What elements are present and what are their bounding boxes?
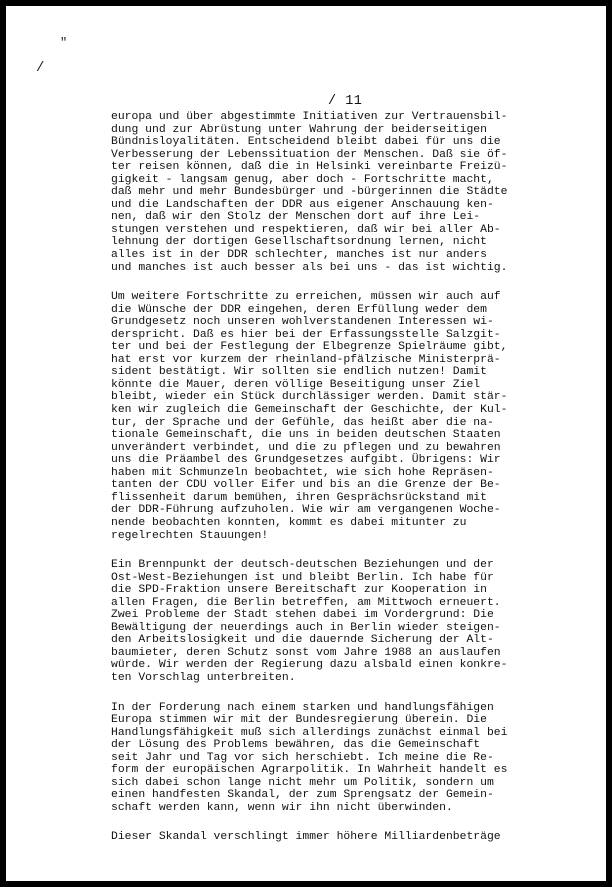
text-line: Ost-West-Beziehungen ist und bleibt Berlin. Ich habe für <box>111 571 494 584</box>
text-line: daß mehr und mehr Bundesbürger und -bürgerinnen die Städte <box>111 186 508 199</box>
text-line: Grundgesetz noch unseren wohlverstandenen Interessen wi- <box>111 316 494 329</box>
body-text <box>111 111 551 844</box>
text-line: könnte die Mauer, deren völlige Beseitigung unser Ziel <box>111 378 481 391</box>
text-line: Zwei Probleme der Stadt stehen dabei im Vordergrund: Die <box>111 609 494 622</box>
text-line: der Lösung des Problems bewähren, das die Gemeinschaft <box>111 739 481 752</box>
text-line: Verbesserung der Lebenssituation der Menschen. Daß sie öf- <box>111 148 508 161</box>
paragraph <box>111 111 551 274</box>
text-line: nende beobachten konnten, kommt es dabei mitunter zu <box>111 516 467 529</box>
text-line: europa und über abgestimmte Initiativen zur Vertrauensbil- <box>111 111 508 123</box>
text-line: sident bestätigt. Wir sollten sie endlich nutzen! Damit <box>111 366 487 379</box>
text-line: Bewältigung der neuerdings auch in Berlin wieder steigen- <box>111 621 501 634</box>
text-line: haben mit Schmunzeln beobachtet, wie sich hohe Repräsen- <box>111 466 494 479</box>
scan-mark: / <box>36 60 45 76</box>
text-line: Bündnisloyalitäten. Entscheidend bleibt dabei für uns die <box>111 136 501 149</box>
text-line: uns die Präambel des Grundgesetzes aufgibt. Übrigens: Wir <box>111 454 501 467</box>
text-line: hat erst vor kurzem der rheinland-pfälzische Ministerprä- <box>111 353 501 366</box>
text-line: allen Fragen, die Berlin betreffen, am Mittwoch erneuert. <box>111 596 501 609</box>
text-line: einen handfesten Skandal, der zum Sprengsatz der Gemein- <box>111 789 494 802</box>
text-line: und manches ist auch besser als bei uns - das ist wichtig. <box>111 261 508 274</box>
text-line: ten Vorschlag unterbreiten. <box>111 671 296 684</box>
text-line: tanten der CDU voller Eifer und bis an die Grenze der Be- <box>111 479 501 492</box>
text-line: Dieser Skandal verschlingt immer höhere Milliardenbeträge <box>111 831 501 844</box>
text-line: die SPD-Fraktion unsere Bereitschaft zur Kooperation in <box>111 584 487 597</box>
text-line: ter und bei der Festlegung der Elbegrenze Spielräume gibt, <box>111 341 508 354</box>
text-line: dung und zur Abrüstung unter Wahrung der beiderseitigen <box>111 123 487 136</box>
text-line: regelrechten Stauungen! <box>111 529 269 542</box>
scan-mark: " <box>60 36 68 50</box>
text-line: tur, der Sprache und der Gefühle, das heißt aber die na- <box>111 416 494 429</box>
text-line: unverändert verbindet, und die zu pflegen und zu bewahren <box>111 441 501 454</box>
text-line: bleibt, wieder ein Stück durchlässiger werden. Damit stär- <box>111 391 508 404</box>
text-line: In der Forderung nach einem starken und handlungsfähigen <box>111 701 494 714</box>
text-line: seit Jahr und Tag vor sich herschiebt. Ich meine die Re- <box>111 751 494 764</box>
text-line: schaft werden kann, wenn wir ihn nicht überwinden. <box>111 801 453 814</box>
text-line: Um weitere Fortschritte zu erreichen, müssen wir auch auf <box>111 291 501 304</box>
text-line: tionale Gemeinschaft, die uns in beiden deutschen Staaten <box>111 429 501 442</box>
text-line: den Arbeitslosigkeit und die dauernde Sicherung der Alt- <box>111 634 494 647</box>
text-line: alles ist in der DDR schlechter, manches ist nur anders <box>111 249 487 262</box>
paragraph <box>111 291 551 542</box>
text-line: sich dabei schon lange nicht mehr um Politik, sondern um <box>111 776 494 789</box>
text-line: baumieter, deren Schutz sonst vom Jahre 1988 an auslaufen <box>111 646 501 659</box>
page-number: / 11 <box>328 94 363 109</box>
document-page <box>6 6 606 881</box>
text-line: die Wünsche der DDR eingehen, deren Erfüllung weder dem <box>111 303 487 316</box>
text-line: gigkeit - langsam genug, aber doch - Fortschritte macht, <box>111 173 494 186</box>
text-line: lehnung der dortigen Gesellschaftsordnung lernen, nicht <box>111 236 487 249</box>
text-line: würde. Wir werden der Regierung dazu alsbald einen konkre- <box>111 659 508 672</box>
paragraph <box>111 831 551 844</box>
text-line: und die Landschaften der DDR aus eigener Anschauung ken- <box>111 198 494 211</box>
text-line: Europa stimmen wir mit der Bundesregierung überein. Die <box>111 714 487 727</box>
text-line: Ein Brennpunkt der deutsch-deutschen Beziehungen und der <box>111 559 494 572</box>
text-line: ter reisen können, daß die in Helsinki vereinbarte Freizü- <box>111 161 508 174</box>
text-line: nen, daß wir den Stolz der Menschen dort auf ihre Lei- <box>111 211 481 224</box>
text-line: Handlungsfähigkeit muß sich allerdings zunächst einmal bei <box>111 726 508 739</box>
text-line: stungen verstehen und respektieren, daß wir bei aller Ab- <box>111 223 501 236</box>
text-line: form der europäischen Agrarpolitik. In Wahrheit handelt es <box>111 764 508 777</box>
text-line: der DDR-Führung aufzuholen. Wie wir am vergangenen Woche- <box>111 504 501 517</box>
text-line: ken wir zugleich die Gemeinschaft der Geschichte, der Kul- <box>111 404 508 417</box>
paragraph <box>111 559 551 684</box>
text-line: derspricht. Daß es hier bei der Erfassungsstelle Salzgit- <box>111 328 501 341</box>
text-line: flissenheit darum bemühen, ihren Gesprächsrückstand mit <box>111 491 487 504</box>
paragraph <box>111 702 551 815</box>
